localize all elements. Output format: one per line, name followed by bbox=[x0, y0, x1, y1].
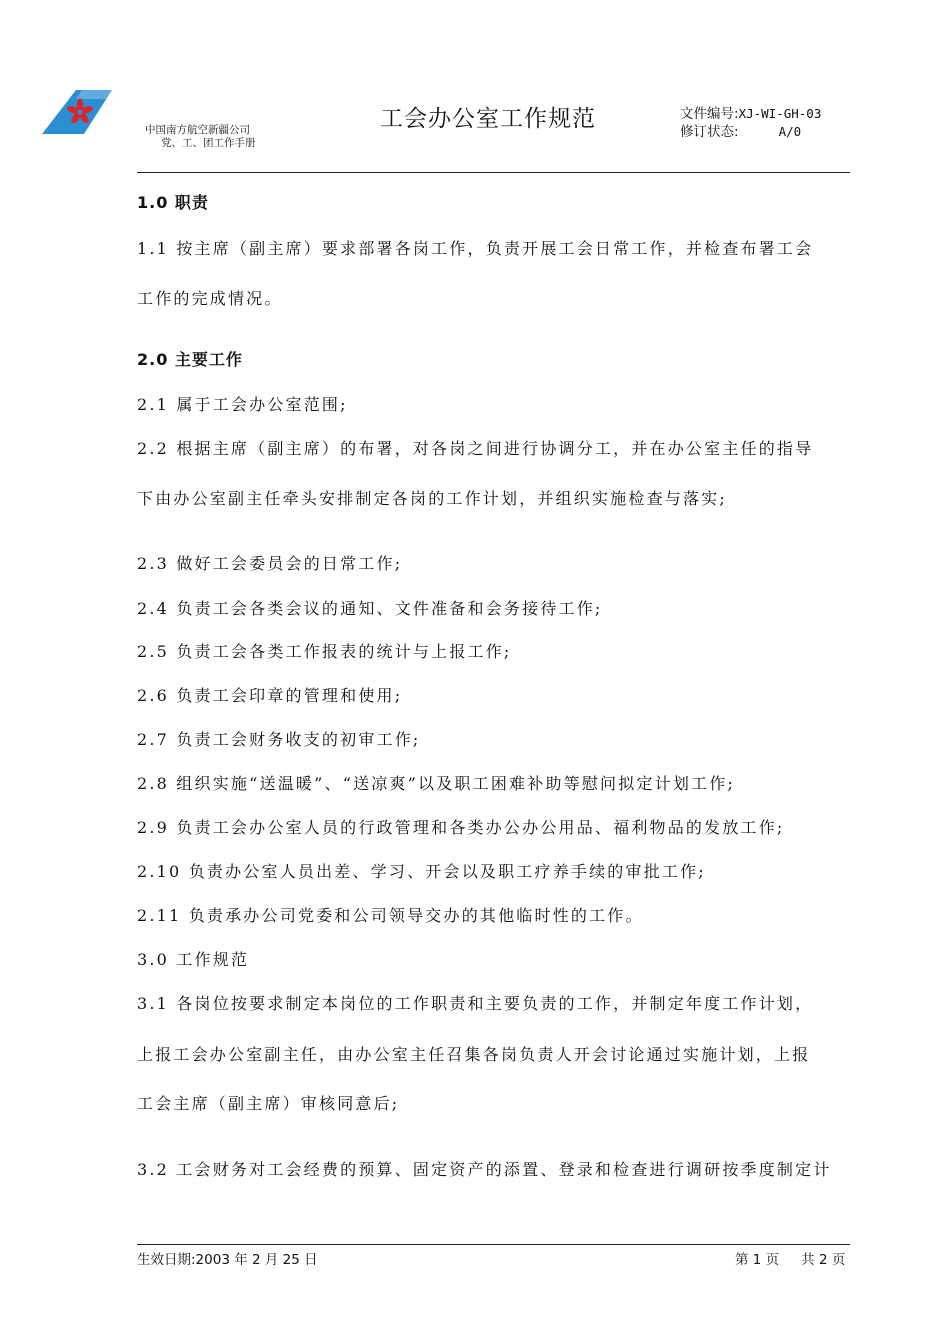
item-3-2-line-1: 3.2 工会财务对工会经费的预算、固定资产的添置、登录和检查进行调研按季度制定计 bbox=[137, 1160, 832, 1179]
footer-divider bbox=[137, 1244, 850, 1245]
item-2-6: 2.6 负责工会印章的管理和使用; bbox=[137, 686, 403, 705]
page-current: 第 1 页 bbox=[735, 1252, 780, 1268]
item-3-1-line-3: 工会主席（副主席）审核同意后; bbox=[137, 1094, 400, 1113]
doc-number-label: 文件编号: bbox=[680, 106, 739, 122]
page-indicator bbox=[735, 1248, 845, 1268]
item-2-2-line-2: 下由办公室副主任牵头安排制定各岗的工作计划，并组织实施检查与落实; bbox=[137, 489, 727, 508]
page-total: 共 2 页 bbox=[801, 1252, 846, 1268]
para-1-1-line-1: 1.1 按主席（副主席）要求部署各岗工作，负责开展工会日常工作，并检查布署工会 bbox=[137, 239, 814, 258]
doc-number-row bbox=[680, 105, 821, 123]
revision-row bbox=[680, 123, 821, 141]
company-name: 中国南方航空新疆公司 bbox=[145, 124, 250, 136]
item-2-3: 2.3 做好工会委员会的日常工作; bbox=[137, 554, 403, 573]
item-2-4: 2.4 负责工会各类会议的通知、文件准备和会务接待工作; bbox=[137, 599, 603, 618]
manual-name: 党、工、团工作手册 bbox=[161, 137, 256, 149]
item-2-10: 2.10 负责办公室人员出差、学习、开会以及职工疗养手续的审批工作; bbox=[137, 862, 706, 881]
section-2-heading: 2.0 主要工作 bbox=[137, 350, 243, 369]
item-2-1: 2.1 属于工会办公室范围; bbox=[137, 395, 348, 414]
header-divider bbox=[137, 172, 850, 173]
page-title: 工会办公室工作规范 bbox=[380, 106, 596, 132]
document-meta bbox=[680, 105, 821, 141]
revision-value: A/0 bbox=[778, 124, 802, 139]
item-2-9: 2.9 负责工会办公室人员的行政管理和各类办公办公用品、福利物品的发放工作; bbox=[137, 818, 785, 837]
item-2-7: 2.7 负责工会财务收支的初审工作; bbox=[137, 730, 421, 749]
item-2-8: 2.8 组织实施“送温暖”、“送凉爽”以及职工困难补助等慰问拟定计划工作; bbox=[137, 774, 736, 793]
item-3-1-line-2: 上报工会办公室副主任，由办公室主任召集各岗负责人开会讨论通过实施计划，上报 bbox=[137, 1045, 811, 1064]
item-2-11: 2.11 负责承办公司党委和公司领导交办的其他临时性的工作。 bbox=[137, 906, 644, 925]
effective-date: 生效日期:2003 年 2 月 25 日 bbox=[137, 1252, 318, 1268]
section-1-heading: 1.0 职责 bbox=[137, 193, 209, 212]
section-3-heading: 3.0 工作规范 bbox=[137, 950, 250, 969]
item-2-2-line-1: 2.2 根据主席（副主席）的布署，对各岗之间进行协调分工，并在办公室主任的指导 bbox=[137, 439, 814, 458]
para-1-1-line-2: 工作的完成情况。 bbox=[137, 289, 283, 308]
revision-label: 修订状态: bbox=[680, 124, 739, 140]
item-2-5: 2.5 负责工会各类工作报表的统计与上报工作; bbox=[137, 642, 512, 661]
doc-number-value: XJ-WI-GH-03 bbox=[738, 106, 822, 121]
item-3-1-line-1: 3.1 各岗位按要求制定本岗位的工作职责和主要负责的工作，并制定年度工作计划， bbox=[137, 994, 814, 1013]
